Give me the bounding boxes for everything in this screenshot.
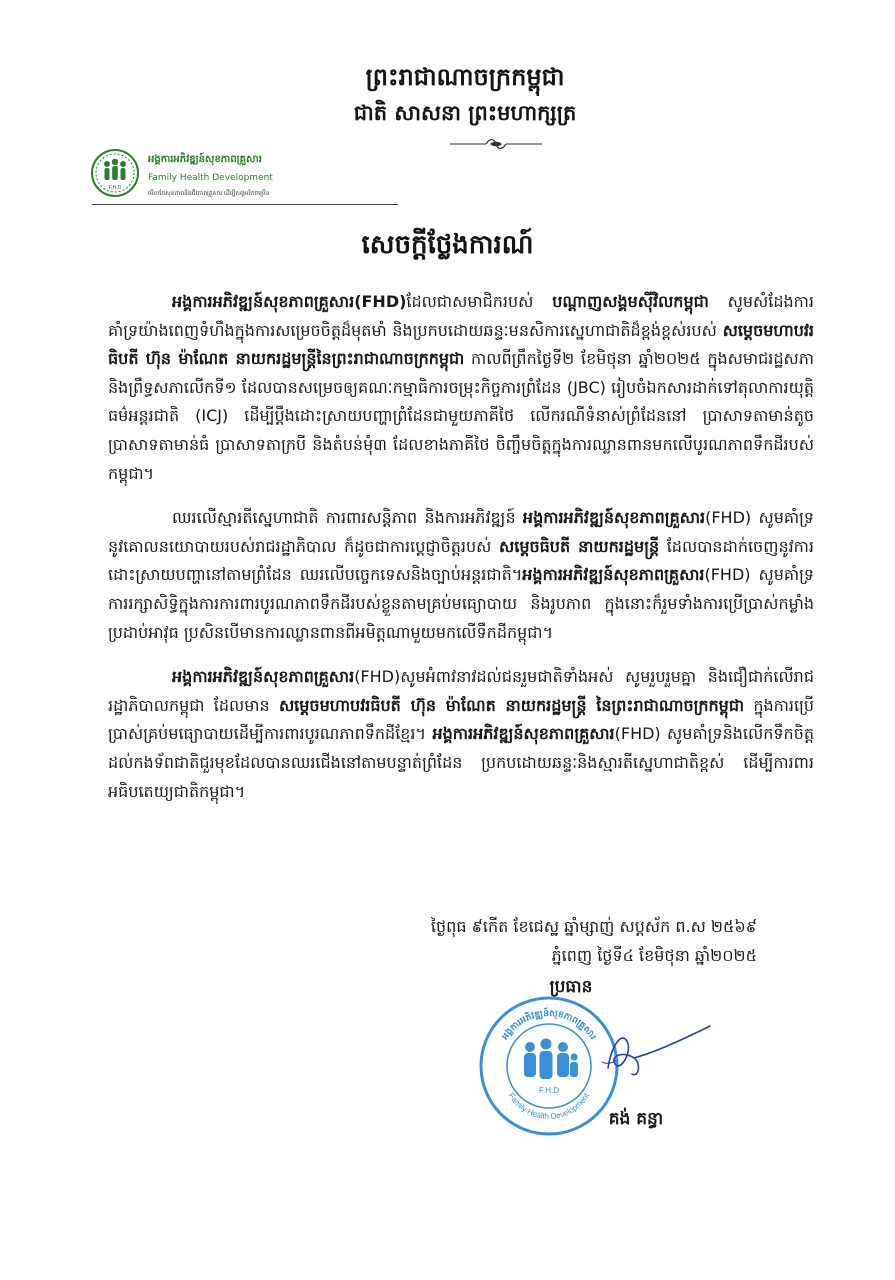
text-run: កាលពីព្រឹកថ្ងៃទី២ ខែមិថុនា ឆ្នាំ២០២៥ ក្នុងសមាជរដ្ឋសភា និងព្រឹទ្ធសភាលើកទី១ ដែលបានសម្រេចឲ្យគណៈកម្មាធិការចម្រុះកិច្ចការព្រំដែន (JBC) រៀបចំឯកសារដាក់ទៅតុលាការយុត្តិធម៌អន្តរជាតិ (ICJ) ដើម្បីប្ដឹងដោះស្រាយបញ្ហាព្រំដែនជាមួយភាគីថៃ លើករណីទំនាស់ព្រំដែននៅ ប្រាសាទតាមាន់តូច ប្រាសាទតាមាន់ធំ ប្រាសាទតាក្របី និងតំបន់មុំ៣ ដែលខាងភាគីថៃ ចិញ្ចឹមចិត្តក្នុងការឈ្លានពានមកលើបូរណភាពទឹកដីរបស់កម្ពុជា។ <box>108 349 814 483</box>
statement-paragraph <box>108 663 814 806</box>
bold-text-run: សម្ដេចធិបតី នាយករដ្ឋមន្ត្រី <box>499 536 660 556</box>
statement-paragraph <box>108 288 814 488</box>
text-run: ដែលបានដាក់ចេញនូវការដោះស្រាយបញ្ហានៅតាមព្រំដែន ឈរលើបច្ចេកទេសនិងច្បាប់អន្តរជាតិ។ <box>108 536 814 585</box>
ornament-divider-icon <box>448 138 544 150</box>
place-date: ភ្នំពេញ ថ្ងៃទី៤ ខែមិថុនា ឆ្នាំ២០២៥ <box>551 946 757 965</box>
bold-text-run: សម្ដេចមហាបវរធិបតី ហ៊ុន ម៉ាណែត នាយករដ្ឋមន្ត្រី នៃព្រះរាជាណាចក្រកម្ពុជា <box>278 695 745 715</box>
bold-text-run: អង្គការអភិវឌ្ឍន៍សុខភាពគ្រួសារ(FHD) <box>172 292 407 311</box>
text-run: (FHD)សូមអំពាវនាវដល់ជនរួមជាតិទាំងអស់ សូមរួបរួមគ្នា និងជឿជាក់លើរាជរដ្ឋាភិបាលកម្ពុជា ដែលមាន <box>108 667 814 715</box>
bold-text-run: អង្គការអភិវឌ្ឍន៍សុខភាពគ្រួសារ <box>172 667 355 687</box>
signer-name: គង់ គន្ធា <box>608 1109 664 1129</box>
bold-text-run: សម្ដេចមហាបវរធិបតី ហ៊ុន ម៉ាណែត នាយករដ្ឋមន្ត្រីនៃព្រះរាជាណាចក្រកម្ពុជា <box>108 320 814 369</box>
document-title: សេចក្ដីថ្លែងការណ៍ <box>361 230 534 260</box>
handwritten-signature <box>598 1022 716 1088</box>
statement-paragraph <box>108 504 814 647</box>
text-run: ឈរលើស្មារតីស្នេហាជាតិ ការពារសន្តិភាព និងការអភិវឌ្ឍន៍ <box>172 508 523 528</box>
signer-role: ប្រធាន <box>549 977 593 997</box>
fhd-family-logo-icon <box>90 148 140 198</box>
logo-underline <box>92 204 398 205</box>
logo-emblem-text: F.H.D <box>108 185 122 191</box>
kingdom-name: ព្រះរាជាណាចក្រកម្ពុជា <box>365 63 565 91</box>
organization-logo <box>90 148 400 208</box>
lunar-date: ថ្ងៃពុធ ៩កើត ខែជេស្ឋ ឆ្នាំម្សាញ់ សប្តស័ក ព.ស ២៥៦៩ <box>430 917 757 936</box>
stamp-text-top: អង្គការអភិវឌ្ឍន៍សុខភាពគ្រួសារ <box>500 1008 598 1042</box>
logo-text-group <box>148 152 273 198</box>
bold-text-run: អង្គការអភិវឌ្ឍន៍សុខភាពគ្រួសារ <box>522 508 706 528</box>
text-run: (FHD) សូមគាំទ្រនូវគោលនយោបាយរបស់រាជរដ្ឋាភិបាល ក៏ដូចជាការប្ដេជ្ញាចិត្តរបស់ <box>108 508 815 556</box>
stamp-center-text: F.H.D <box>539 1086 559 1095</box>
statement-body <box>108 288 814 806</box>
text-run: ក្នុងការប្រើប្រាស់គ្រប់មធ្យោបាយដើម្បីការពារបូរណភាពទឹកដីខ្មែរ។ <box>108 695 814 744</box>
bold-text-run: អង្គការអភិវឌ្ឍន៍សុខភាពគ្រួសារ <box>522 565 705 585</box>
stamp-family-icon <box>524 1039 578 1080</box>
stamp-text-bottom: Family Health Development <box>506 1091 592 1122</box>
logo-tagline: មើលថែសុខភាពនិងជីវភាពគ្រួសារ ដើម្បីសង្គមរីកចម្រើន <box>148 190 270 197</box>
bold-text-run: អង្គការអភិវឌ្ឍន៍សុខភាពគ្រួសារ <box>432 724 615 744</box>
logo-name-english: Family Health Development <box>148 173 273 183</box>
svg-text:អង្គការអភិវឌ្ឍន៍សុខភាពគ្រួសារ <box>500 1007 598 1043</box>
text-run: សូមសំដែងការគាំទ្រយ៉ាងពេញទំហឹងក្នុងការសម្រេចចិត្តដ៏មុតមាំ និងប្រកបដោយឆន្ទៈមនសិការស្នេហាជាតិដ៏ខ្ពង់ខ្ពស់របស់ <box>108 292 814 340</box>
text-run: ដែលជាសមាជិករបស់ <box>406 292 553 311</box>
bold-text-run: បណ្ដាញសង្គមស៊ីវិលកម្ពុជា <box>552 292 709 311</box>
text-run: (FHD) សូមគាំទ្រនិងលើកទឹកចិត្តដល់កងទ័ពជាតិជួរមុខដែលបានឈរជើងនៅតាមបន្ទាត់ព្រំដែន ប្រកបដោយឆន្ទៈនិងស្មារតីស្នេហាជាតិខ្ពស់ ដើម្បីការពារអធិបតេយ្យជាតិកម្ពុជា។ <box>108 724 814 801</box>
national-motto: ជាតិ សាសនា ព្រះមហាក្សត្រ <box>353 101 577 125</box>
text-run: (FHD) សូមគាំទ្រការរក្សាសិទ្ធិក្នុងការការពារបូរណភាពទឹកដីរបស់ខ្លួនតាមគ្រប់មធ្យោបាយ និងរូបភាព ក្នុងនោះក៏រួមទាំងការប្រើប្រាស់កម្លាំងប្រដាប់អាវុធ ប្រសិនបើមានការឈ្លានពានពីអមិត្តណាមួយមកលើទឹកដីកម្ពុជា។ <box>108 565 814 642</box>
date-block <box>397 912 757 970</box>
logo-name-khmer: អង្គការអភិវឌ្ឍន៍សុខភាពគ្រួសារ <box>148 154 262 165</box>
